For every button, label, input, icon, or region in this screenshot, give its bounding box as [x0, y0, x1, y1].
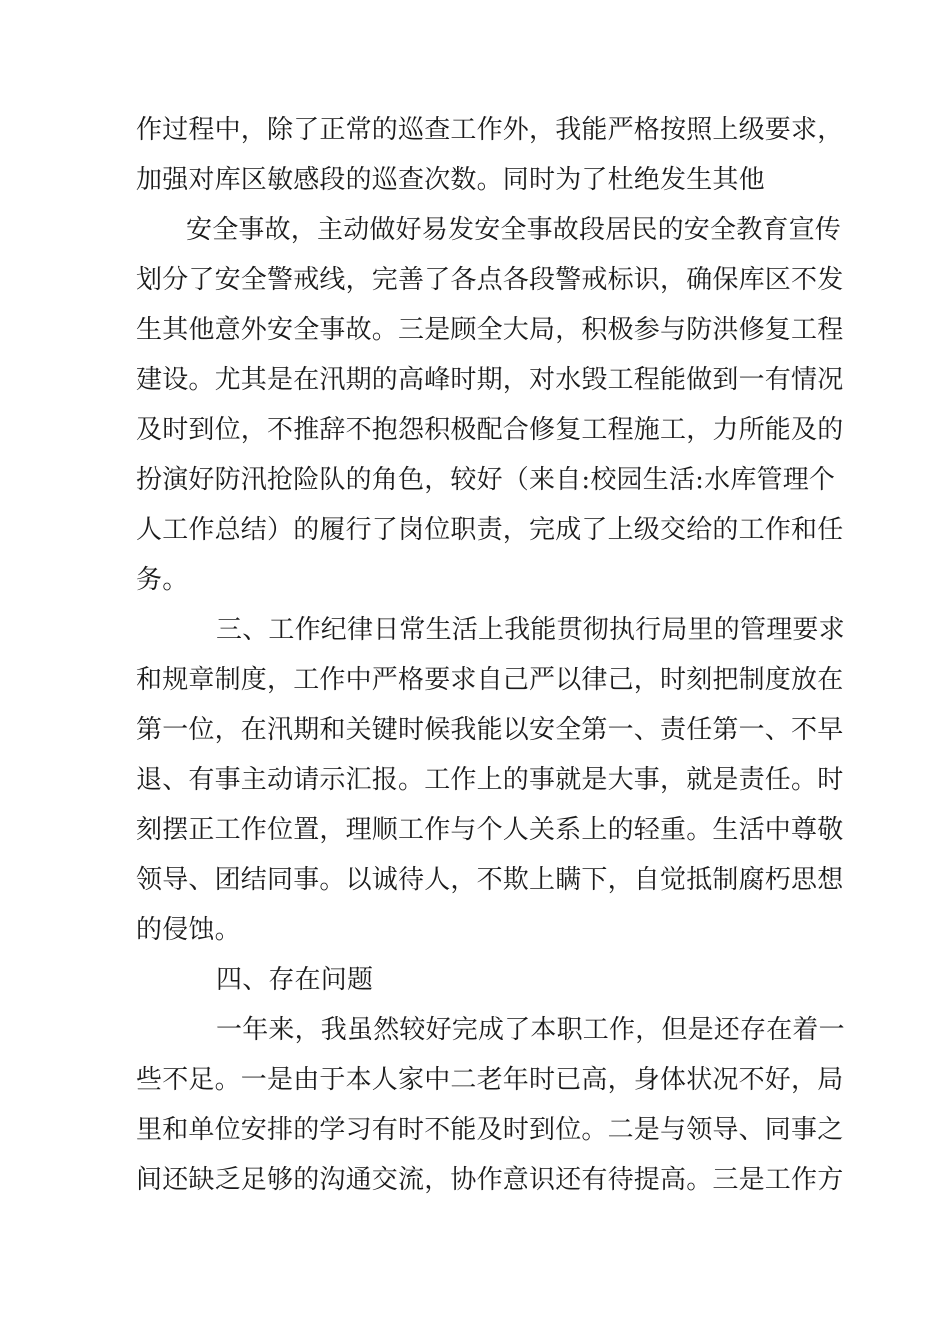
text-line: 安全事故，主动做好易发安全事故段居民的安全教育宣传 [186, 215, 842, 245]
text-line: 间还缺乏足够的沟通交流，协作意识还有待提高。三是工作方 [136, 1165, 844, 1195]
text-line: 作过程中，除了正常的巡查工作外，我能严格按照上级要求， [136, 115, 844, 145]
text-line: 务。 [136, 565, 189, 595]
text-line: 划分了安全警戒线，完善了各点各段警戒标识，确保库区不发 [136, 265, 844, 295]
text-line: 领导、团结同事。以诚待人，不欺上瞒下，自觉抵制腐朽思想 [136, 865, 844, 895]
text-line: 些不足。一是由于本人家中二老年时已高，身体状况不好，局 [136, 1065, 844, 1095]
text-line: 扮演好防汛抢险队的角色，较好（来自:校园生活:水库管理个 [136, 465, 836, 495]
text-line: 里和单位安排的学习有时不能及时到位。二是与领导、同事之 [136, 1115, 844, 1145]
text-line: 刻摆正工作位置，理顺工作与个人关系上的轻重。生活中尊敬 [136, 815, 844, 845]
text-line: 一年来，我虽然较好完成了本职工作，但是还存在着一 [216, 1015, 845, 1045]
section-heading-line: 三、工作纪律日常生活上我能贯彻执行局里的管理要求 [216, 615, 845, 645]
text-line: 建设。尤其是在汛期的高峰时期，对水毁工程能做到一有情况 [136, 365, 844, 395]
text-line: 的侵蚀。 [136, 915, 241, 945]
text-line: 及时到位，不推辞不抱怨积极配合修复工程施工，力所能及的 [136, 415, 844, 445]
section-heading: 四、存在问题 [216, 965, 374, 995]
text-line: 退、有事主动请示汇报。工作上的事就是大事，就是责任。时 [136, 765, 844, 795]
text-line: 生其他意外安全事故。三是顾全大局，积极参与防洪修复工程 [136, 315, 844, 345]
text-line: 人工作总结）的履行了岗位职责，完成了上级交给的工作和任 [136, 515, 844, 545]
text-line: 第一位，在汛期和关键时候我能以安全第一、责任第一、不早 [136, 715, 844, 745]
text-line: 加强对库区敏感段的巡查次数。同时为了杜绝发生其他 [136, 165, 765, 195]
text-line: 和规章制度，工作中严格要求自己严以律己，时刻把制度放在 [136, 665, 844, 695]
document-body [136, 105, 845, 1205]
